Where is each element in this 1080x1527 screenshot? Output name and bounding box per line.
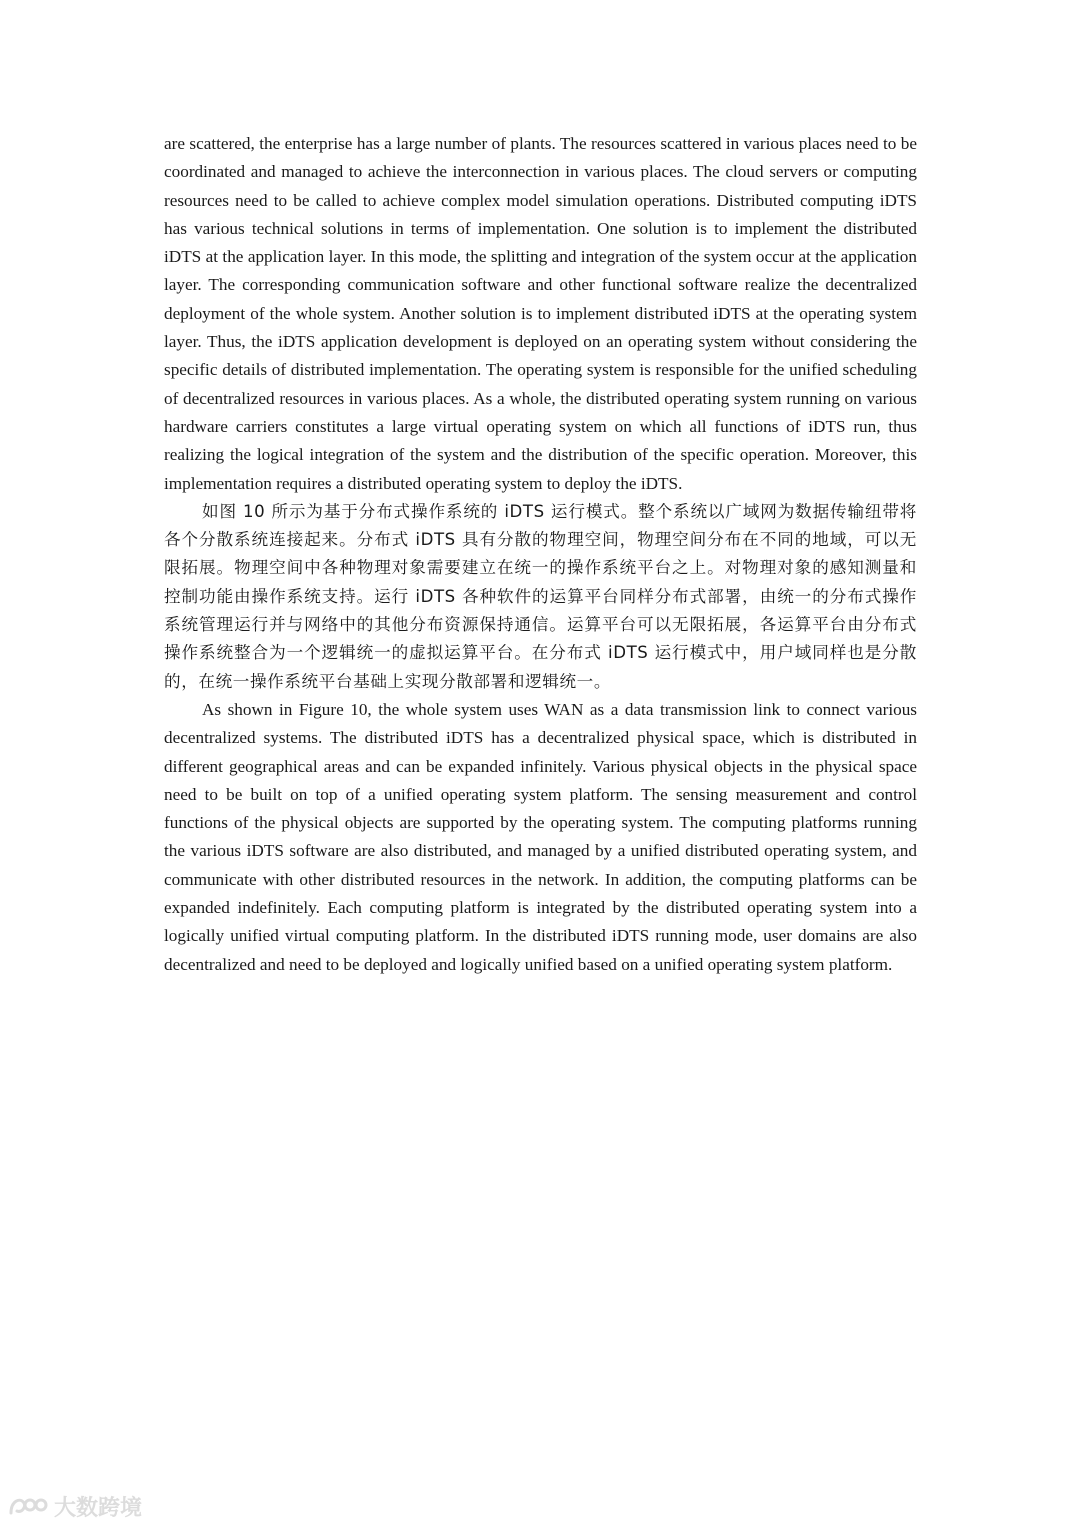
watermark: [8, 1490, 142, 1522]
paragraph-en-figure10: As shown in Figure 10, the whole system uses WAN as a data transmission link to connect various decentralized systems. The distributed iDTS has a decentralized physical space, which is distributed in different geographical areas and can be expanded infinitely. Various physical objects in the physical space need to be built on top of a unified operating system platform. The sensing measurement and control functions of the physical objects are supported by the operating system. The computing platforms running the various iDTS software are also distributed, and managed by a unified distributed operating system, and communicate with other distributed resources in the network. In addition, the computing platforms can be expanded indefinitely. Each computing platform is integrated by the distributed operating system into a logically unified virtual computing platform. In the distributed iDTS running mode, user domains are also decentralized and need to be deployed and logically unified based on a unified operating system platform.: [164, 699, 917, 974]
watermark-text: 大数跨境: [54, 1495, 143, 1521]
document-body: [164, 130, 917, 979]
paragraph-en-intro: are scattered, the enterprise has a large number of plants. The resources scattered in various places need to be coordinated and managed to achieve the interconnection in various places. The cloud servers or computing resources need to be called to achieve complex model simulation operations. Distributed computing iDTS has various technical solutions in terms of implementation. One solution is to implement the distributed iDTS at the application layer. In this mode, the splitting and integration of the system occur at the application layer. The corresponding communication software and other functional software realize the decentralized deployment of the whole system. Another solution is to implement distributed iDTS at the operating system layer. Thus, the iDTS application development is deployed on an operating system without considering the specific details of distributed implementation. The operating system is responsible for the unified scheduling of decentralized resources in various places. As a whole, the distributed operating system running on various hardware carriers constitutes a large virtual operating system on which all functions of iDTS run, thus realizing the logical integration of the system and the distribution of the specific operation. Moreover, this implementation requires a distributed operating system to deploy the iDTS.: [164, 134, 917, 493]
brand-logo-icon: [8, 1493, 48, 1519]
paragraph-zh-figure10: 如图 10 所示为基于分布式操作系统的 iDTS 运行模式。整个系统以广域网为数据传输纽带将各个分散系统连接起来。分布式 iDTS 具有分散的物理空间，物理空间分布在不同的地域，可以无限拓展。物理空间中各种物理对象需要建立在统一的操作系统平台之上。对物理对象的感知测量和控制功能由操作系统支持。运行 iDTS 各种软件的运算平台同样分布式部署，由统一的分布式操作系统管理运行并与网络中的其他分布资源保持通信。运算平台可以无限拓展，各运算平台由分布式操作系统整合为一个逻辑统一的虚拟运算平台。在分布式 iDTS 运行模式中，用户域同样也是分散的，在统一操作系统平台基础上实现分散部署和逻辑统一。: [164, 501, 917, 691]
